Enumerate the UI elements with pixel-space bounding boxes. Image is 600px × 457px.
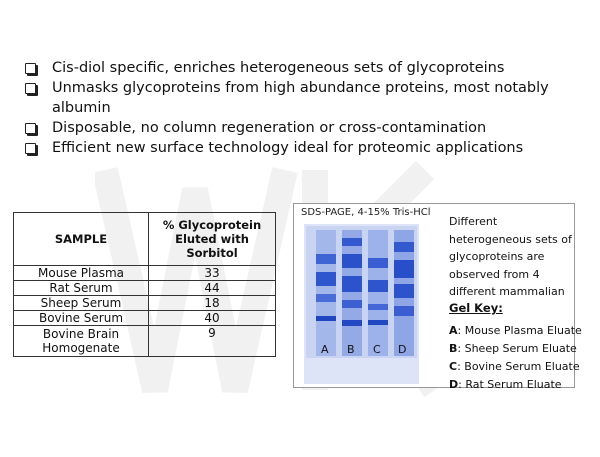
gel-key-text: : Bovine Serum Eluate — [457, 360, 580, 373]
gel-key-text: : Rat Serum Eluate — [458, 378, 562, 391]
bullet-item — [22, 58, 582, 78]
column-header-sample: SAMPLE — [14, 213, 149, 266]
value-cell: 44 — [149, 281, 276, 296]
gel-key-text: : Sheep Serum Eluate — [457, 342, 577, 355]
gel-key-letter: C — [449, 360, 458, 373]
gel-lane-a — [316, 230, 336, 356]
glycoprotein-table — [13, 212, 276, 357]
feature-bullet-list — [22, 58, 582, 158]
column-header-percent: % Glycoprotein Eluted with Sorbitol — [149, 213, 276, 266]
sample-cell: Bovine Brain Homogenate — [14, 326, 149, 357]
table-row — [14, 326, 276, 357]
gel-image — [304, 224, 419, 384]
gel-key-item — [449, 340, 582, 358]
bullet-item — [22, 78, 582, 118]
table-row — [14, 311, 276, 326]
gel-key-letter: B — [449, 342, 458, 355]
bullet-text: Efficient new surface technology ideal for proteomic applications — [52, 140, 524, 156]
value-cell: 18 — [149, 296, 276, 311]
gel-lane-d — [394, 230, 414, 356]
bullet-item — [22, 138, 582, 158]
gel-key-letter: D — [449, 378, 459, 391]
value-cell: 40 — [149, 311, 276, 326]
lane-label-b: B — [347, 343, 355, 356]
gel-key-item — [449, 358, 582, 376]
checkbox-bullet-icon — [25, 83, 36, 94]
table-row — [14, 266, 276, 281]
gel-description: Different heterogeneous sets of glycoproteins are observed from 4 different mammalian — [449, 215, 572, 298]
lane-label-c: C — [373, 343, 381, 356]
table-header-row — [14, 213, 276, 266]
gel-title: SDS-PAGE, 4-15% Tris-HCl — [301, 207, 431, 218]
bullet-item — [22, 118, 582, 138]
gel-key-item — [449, 376, 582, 394]
gel-lane-c — [368, 230, 388, 356]
gel-key-item — [449, 322, 582, 340]
gel-key-list — [449, 322, 582, 394]
lane-label-d: D — [398, 343, 407, 356]
bullet-text: Cis-diol specific, enriches heterogeneous sets of glycoproteins — [52, 60, 505, 76]
checkbox-bullet-icon — [25, 123, 36, 134]
checkbox-bullet-icon — [25, 143, 36, 154]
table-row — [14, 296, 276, 311]
sample-cell: Rat Serum — [14, 281, 149, 296]
gel-panel — [293, 203, 582, 391]
gel-key-text: : Mouse Plasma Eluate — [457, 324, 582, 337]
bullet-text: Disposable, no column regeneration or cross-contamination — [52, 120, 487, 136]
sample-cell: Mouse Plasma — [14, 266, 149, 281]
sample-cell: Sheep Serum — [14, 296, 149, 311]
gel-key-title: Gel Key: — [449, 301, 503, 315]
lane-label-a: A — [321, 343, 329, 356]
value-cell: 33 — [149, 266, 276, 281]
gel-lane-b — [342, 230, 362, 356]
sample-cell: Bovine Serum — [14, 311, 149, 326]
table-row — [14, 281, 276, 296]
checkbox-bullet-icon — [25, 63, 36, 74]
gel-key-letter: A — [449, 324, 458, 337]
bullet-text: Unmasks glycoproteins from high abundance proteins, most notably albumin — [52, 80, 549, 116]
value-cell: 9 — [149, 326, 276, 357]
